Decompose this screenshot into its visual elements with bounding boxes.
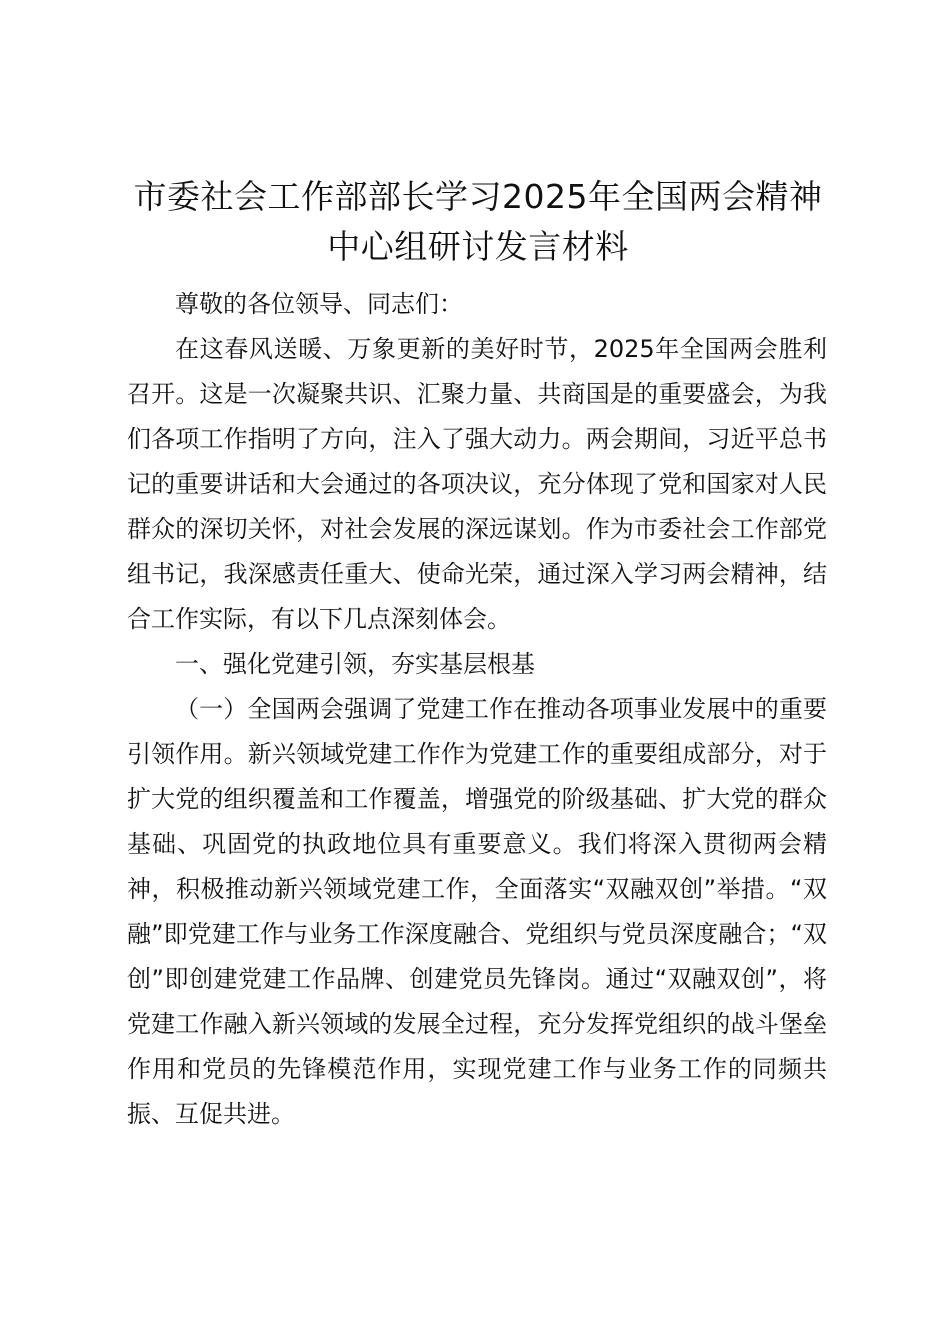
section-paragraph: （一）全国两会强调了党建工作在推动各项事业发展中的重要引领作用。新兴领域党建工作作为党建工作的重要组成部分，对于扩大党的组织覆盖和工作覆盖，增强党的阶级基础、扩大党的群众基础、巩固党的执政地位具有重要意义。我们将深入贯彻两会精神，积极推动新兴领域党建工作，全面落实“双融双创”举措。“双融”即党建工作与业务工作深度融合、党组织与党员深度融合；“双创”即创建党建工作品牌、创建党员先锋岗。通过“双融双创”，将党建工作融入新兴领域的发展全过程，充分发挥党组织的战斗堡垒作用和党员的先锋模范作用，实现党建工作与业务工作的同频共振、互促共进。	[127, 695, 827, 1128]
document-title: 市委社会工作部部长学习2025年全国两会精神中心组研讨发言材料	[133, 177, 823, 266]
salutation: 尊敬的各位领导、同志们：	[175, 290, 463, 318]
intro-paragraph: 在这春风送暖、万象更新的美好时节，2025年全国两会胜利召开。这是一次凝聚共识、汇聚力量、共商国是的重要盛会，为我们各项工作指明了方向，注入了强大动力。两会期间，习近平总书记的重要讲话和大会通过的各项决议，充分体现了党和国家对人民群众的深切关怀，对社会发展的深远谋划。作为市委社会工作部党组书记，我深感责任重大、使命光荣，通过深入学习两会精神，结合工作实际，有以下几点深刻体会。	[127, 335, 827, 633]
document-body	[127, 282, 827, 1137]
section-heading: 一、强化党建引领，夯实基层根基	[175, 650, 535, 678]
